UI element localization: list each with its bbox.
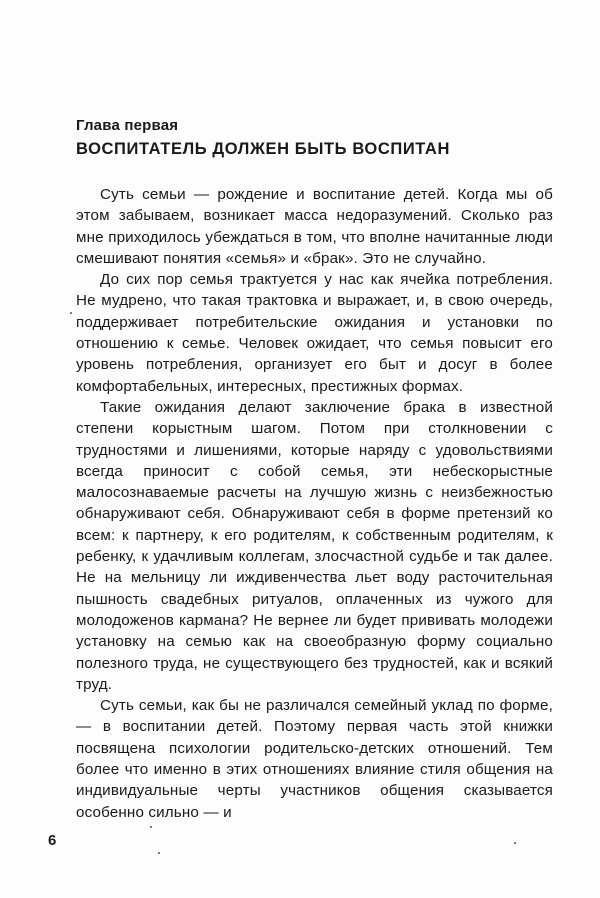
chapter-label: Глава первая — [76, 117, 179, 134]
print-speck — [514, 842, 516, 844]
page-number: 6 — [48, 832, 57, 849]
paragraph: До сих пор семья трактуется у нас как ячейка потребления. Не мудрено, что такая трактовка и выражает, и, в свою очередь, поддерживает потребительские ожидания и установки по отношению к семье. Человек ожидает, что семья повысит его уровень потребления, организует его быт и досуг в более комфортабельных, интересных, престижных формах. — [76, 271, 553, 395]
body-text — [76, 184, 553, 823]
chapter-title: ВОСПИТАТЕЛЬ ДОЛЖЕН БЫТЬ ВОСПИТАН — [76, 140, 450, 158]
print-speck — [158, 852, 160, 854]
paragraph: Суть семьи — рождение и воспитание детей. Когда мы об этом забываем, возникает масса недоразумений. Сколько раз мне приходилось убеждаться в том, что вполне начитанные люди смешивают понятия «семья» и «брак». Это не случайно. — [76, 186, 553, 267]
paragraph: Суть семьи, как бы не различался семейный уклад по форме, — в воспитании детей. Поэтому первая часть этой книжки посвящена психологии родительско-детских отношений. Тем более что именно в этих отношениях влияние стиля общения на индивидуальные черты участников общения сказывается особенно сильно — и — [76, 697, 553, 821]
print-speck — [70, 312, 72, 314]
chapter-heading — [76, 117, 546, 159]
print-speck — [150, 826, 152, 828]
paragraph: Такие ожидания делают заключение брака в известной степени корыстным шагом. Потом при столкновении с трудностями и лишениями, которые наряду с удовольствиями всегда приносит с собой семья, эти небескорыстные малосознаваемые расчеты на лучшую жизнь с неизбежностью обнаруживают себя. Обнаруживают себя в форме претензий ко всем: к партнеру, к его родителям, к собственным родителям, к ребенку, к удачливым коллегам, злосчастной судьбе и так далее. Не на мельницу ли иждивенчества льет воду расточительная пышность свадебных ритуалов, оплаченных из чужого для молодоженов кармана? Не вернее ли будет прививать молодежи установку на семью как на своеобразную форму социально полезного труда, не существующего без трудностей, как и всякий труд. — [76, 398, 553, 693]
